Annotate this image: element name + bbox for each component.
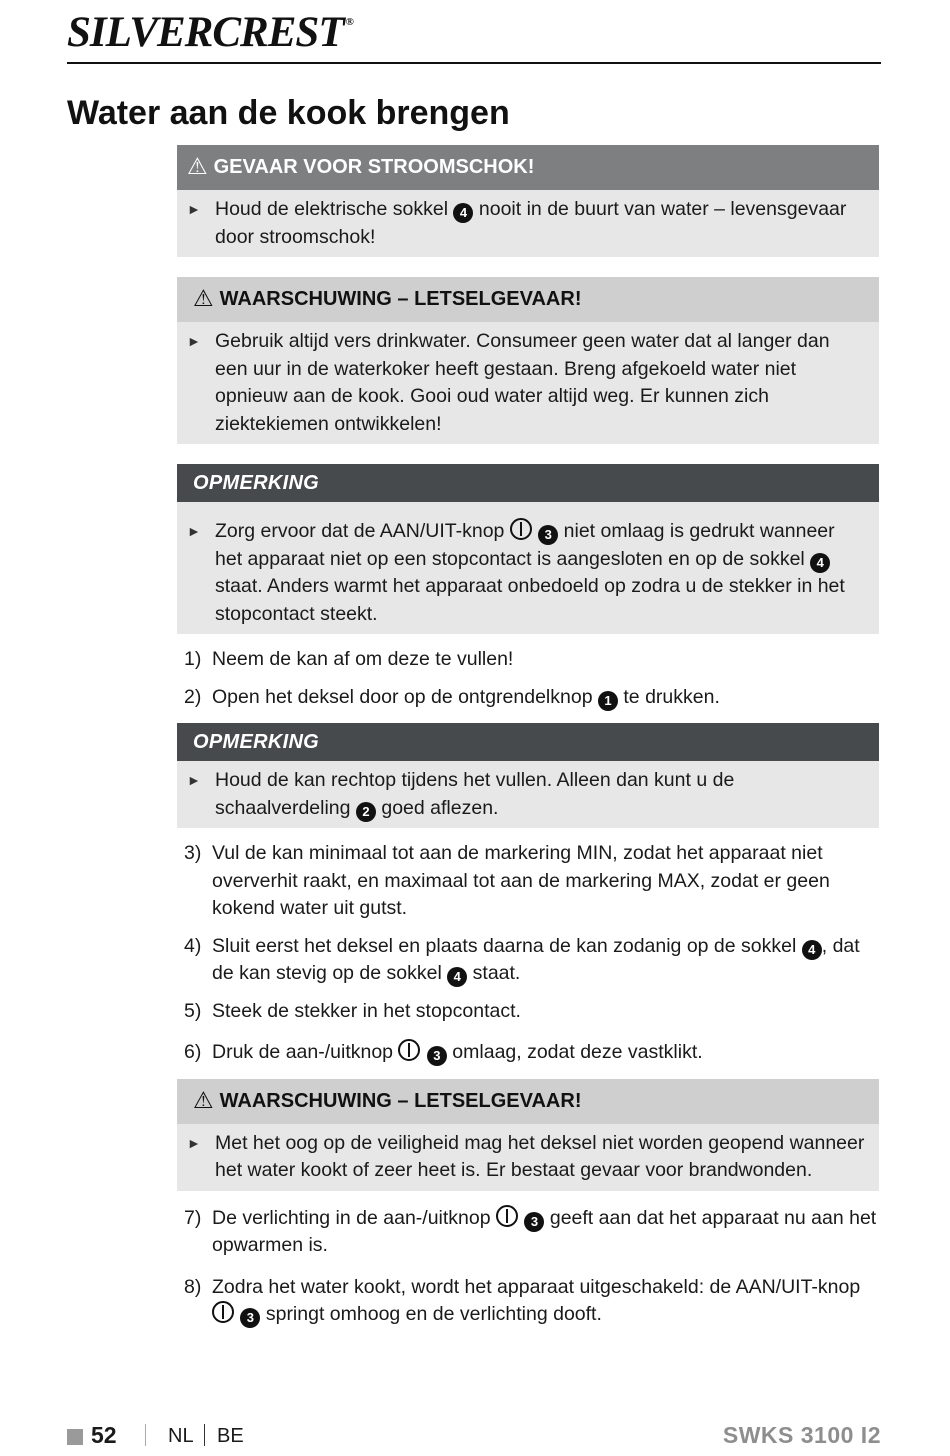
bullet-text: Met het oog op de veiligheid mag het deksel niet worden geopend wanneer het water kookt of zeer heet is. Er bestaat gevaar voor brandwonden. (215, 1131, 865, 1181)
ref-number-badge: 4 (447, 967, 467, 987)
warning-heading (177, 277, 879, 322)
ref-number-badge: 3 (524, 1212, 544, 1232)
ref-number-badge: 3 (538, 525, 558, 545)
note-box (177, 464, 879, 634)
step-text: Druk de aan-/uitknop 3 omlaag, zodat deze vastklikt. (212, 1039, 703, 1067)
model-number: SWKS 3100 I2 (722, 1422, 881, 1448)
warning-triangle-icon: ⚠ (193, 285, 214, 311)
warning-body (177, 322, 879, 444)
step-item: 7) De verlichting in de aan-/uitknop 3 geeft aan dat het apparaat nu aan het opwarmen is. (184, 1205, 879, 1260)
step-item: 1) Neem de kan af om deze te vullen! (184, 646, 879, 674)
power-icon (510, 518, 532, 540)
step-text: Zodra het water kookt, wordt het apparaat uitgeschakeld: de AAN/UIT-knop 3 springt omhoog en de verlichting dooft. (212, 1274, 879, 1329)
country-code: BE (217, 1425, 244, 1447)
note-body (177, 502, 879, 634)
warning-body (177, 1124, 879, 1191)
step-item: 3) Vul de kan minimaal tot aan de markering MIN, zodat het apparaat niet oververhit raakt, en maximaal tot aan de markering MAX, zodat er geen kokend water uit gutst. (184, 840, 879, 923)
steps-list (177, 1205, 879, 1329)
steps-list (177, 840, 879, 1067)
bullet-item (187, 1130, 865, 1185)
note-body (177, 761, 879, 828)
step-text: De verlichting in de aan-/uitknop 3 geeft aan dat het apparaat nu aan het opwarmen is. (212, 1206, 877, 1256)
header-rule (67, 62, 881, 64)
note-heading: OPMERKING (177, 723, 879, 761)
page-title: Water aan de kook brengen (67, 94, 510, 132)
step-text: Open het deksel door op de ontgrendelknop 1 te drukken. (212, 684, 720, 712)
brand-logo (67, 8, 353, 57)
footer-divider (204, 1424, 205, 1446)
ref-number-badge: 2 (356, 802, 376, 822)
bullet-arrow-icon: ► (187, 1134, 201, 1151)
bullet-text: Houd de kan rechtop tijdens het vullen. Alleen dan kunt u de schaalverdeling 2 goed aflezen. (215, 767, 865, 822)
note-box (177, 723, 879, 828)
bullet-text: Houd de elektrische sokkel 4 nooit in de buurt van water – levensgevaar door stroomschok! (215, 198, 847, 248)
danger-heading-text: GEVAAR VOOR STROOMSCHOK! (213, 156, 535, 178)
ref-number-badge: 4 (453, 203, 473, 223)
step-text: Steek de stekker in het stopcontact. (212, 999, 521, 1022)
step-text: Neem de kan af om deze te vullen! (212, 648, 514, 670)
warning-heading (177, 1079, 879, 1124)
step-item: 6) Druk de aan-/uitknop 3 omlaag, zodat deze vastklikt. (184, 1039, 879, 1067)
brand-name: SILVERCREST (67, 9, 344, 56)
warning-triangle-icon: ⚠ (193, 1086, 214, 1113)
page-marker-square (67, 1429, 83, 1445)
steps-list (177, 646, 879, 711)
warning-heading-text: WAARSCHUWING – LETSELGEVAAR! (219, 288, 582, 310)
power-icon (212, 1301, 234, 1323)
ref-number-badge: 4 (802, 940, 822, 960)
language-code: NL (168, 1425, 194, 1447)
footer-divider (145, 1424, 146, 1446)
bullet-item (187, 767, 865, 822)
bullet-arrow-icon: ► (187, 333, 201, 349)
danger-body (177, 190, 879, 257)
note-heading: OPMERKING (177, 464, 879, 502)
warning-box (177, 1079, 879, 1191)
warning-box (177, 277, 879, 444)
step-item: 2) Open het deksel door op de ontgrendelknop 1 te drukken. (184, 684, 879, 712)
danger-heading (177, 145, 879, 190)
step-item: 8) Zodra het water kookt, wordt het apparaat uitgeschakeld: de AAN/UIT-knop 3 springt omhoog en de verlichting dooft. (184, 1274, 879, 1329)
bullet-text: Gebruik altijd vers drinkwater. Consumeer geen water dat al langer dan een uur in de waterkoker heeft gestaan. Breng afgekoeld water niet opnieuw aan de kook. Gooi oud water altijd weg. Er kunnen zich ziektekiemen ontwikkelen! (215, 330, 830, 435)
bullet-item (187, 328, 865, 438)
danger-box (177, 145, 879, 257)
ref-number-badge: 4 (810, 553, 830, 573)
page-number: 52 (91, 1422, 117, 1448)
bullet-item (187, 196, 865, 251)
registered-mark: ® (345, 16, 353, 28)
warning-triangle-icon: ⚠ (187, 153, 208, 179)
bullet-arrow-icon: ► (187, 523, 201, 539)
power-icon (496, 1205, 518, 1227)
step-text: Sluit eerst het deksel en plaats daarna de kan zodanig op de sokkel 4 , dat de kan stevig op de sokkel 4 staat. (212, 933, 879, 988)
ref-number-badge: 1 (598, 691, 618, 711)
bullet-item (187, 518, 865, 628)
bullet-arrow-icon: ► (187, 772, 201, 788)
power-icon (398, 1039, 420, 1061)
step-text: Vul de kan minimaal tot aan de markering MIN, zodat het apparaat niet oververhit raakt, en maximaal tot aan de markering MAX, zodat er geen kokend water uit gutst. (212, 842, 830, 919)
ref-number-badge: 3 (240, 1308, 260, 1328)
warning-heading-text: WAARSCHUWING – LETSELGEVAAR! (219, 1089, 582, 1112)
step-item: 4) Sluit eerst het deksel en plaats daarna de kan zodanig op de sokkel 4 , dat de kan stevig op de sokkel 4 staat. (184, 933, 879, 988)
main-content (177, 145, 879, 1329)
bullet-arrow-icon: ► (187, 201, 201, 217)
page-footer (67, 1418, 881, 1454)
step-item: 5) Steek de stekker in het stopcontact. (184, 998, 879, 1026)
ref-number-badge: 3 (427, 1046, 447, 1066)
bullet-text: Zorg ervoor dat de AAN/UIT-knop 3 niet omlaag is gedrukt wanneer het apparaat niet op een stopcontact is aangesloten en op de sokkel 4 staat. Anders warmt het apparaat onbedoeld op zodra u de stekker in het stopcontact steekt. (215, 520, 845, 625)
